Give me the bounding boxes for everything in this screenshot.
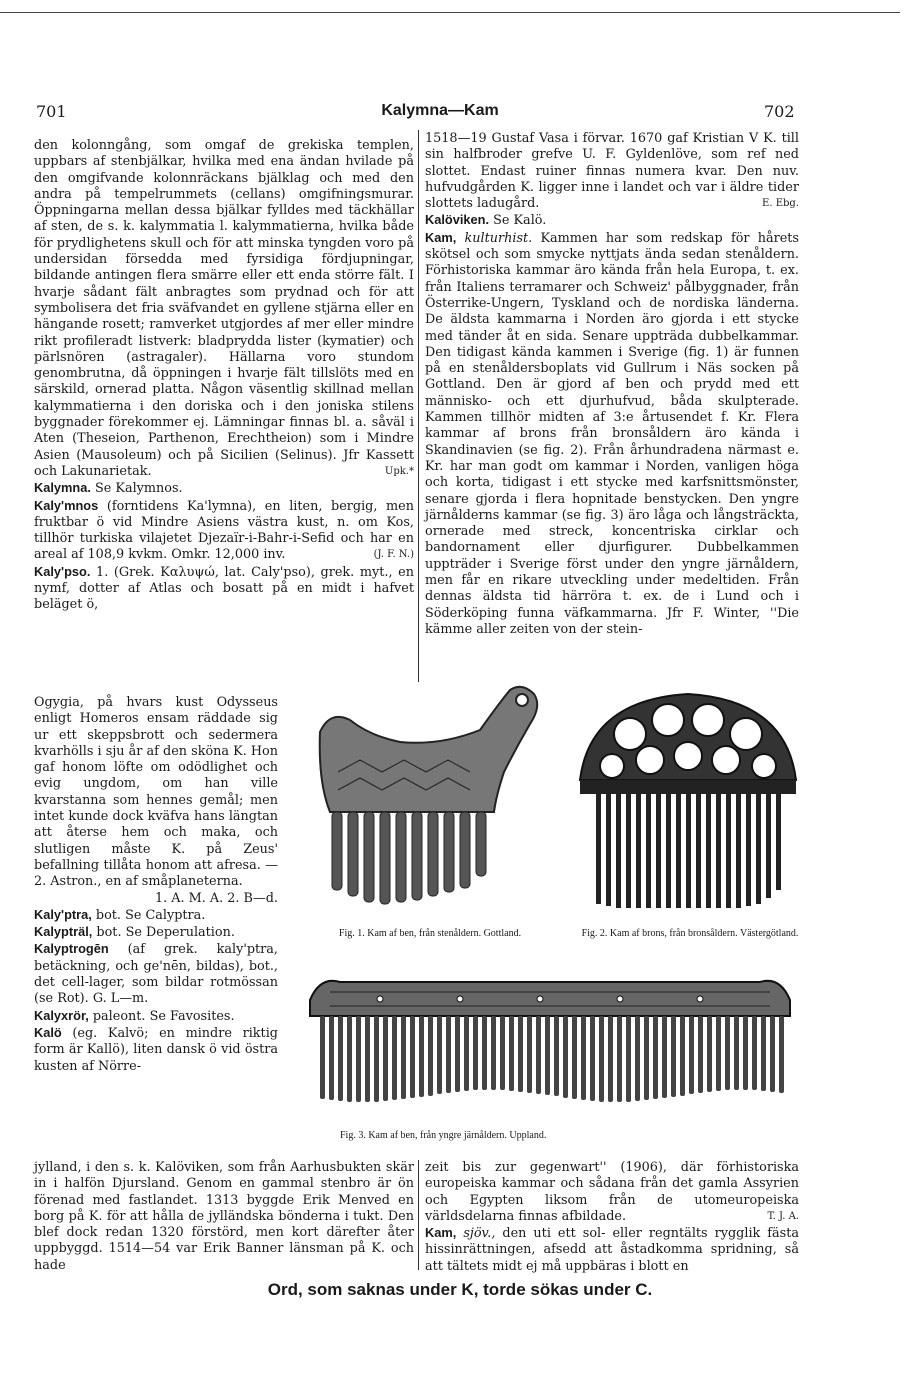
comb-tooth	[734, 1016, 739, 1090]
comb-tooth	[383, 1016, 388, 1101]
right-column	[425, 131, 799, 638]
comb-tooth	[689, 1016, 694, 1094]
comb-tooth	[365, 1016, 370, 1102]
comb-tooth	[374, 1016, 379, 1102]
page-number-left: 701	[36, 102, 67, 121]
comb-tooth	[536, 1016, 541, 1094]
kalo-continued: 1518—19 Gustaf Vasa i förvar. 1670 gaf Kristian V K. till sin halfbroder grefve U. F. Gyldenlöve, som ref ned slottet. Endast ruiner finnas numera kvar. Den nuv. hufvudgården K. ligger inne i landet och var i äldre tider slottets ladugård. E. Ebg.	[425, 131, 799, 212]
column-rule-bottom	[418, 1160, 419, 1270]
comb-tooth	[473, 1016, 478, 1090]
comb-tooth	[761, 1016, 766, 1091]
comb-tooth	[482, 1016, 487, 1090]
comb-tooth	[698, 1016, 703, 1093]
comb-tooth	[356, 1016, 361, 1102]
figure-2-caption: Fig. 2. Kam af brons, från bronsåldern. Västergötland.	[581, 928, 799, 939]
right-bottom-text	[425, 1160, 799, 1275]
left-bottom-text: jylland, i den s. k. Kalöviken, som från Aarhusbukten skär in i halfön Djursland. Genom en gammal stenbro är ön förenad med fastlandet. 1313 byggde Erik Menved en borg på K. för att hålla de jylländska bönderna i tukt. Den blef dock redan 1320 förstörd, men kort därefter åter uppbyggd. 1514—54 var Erik Banner länsman på K. och hade	[34, 1160, 414, 1273]
comb-tooth	[725, 1016, 730, 1090]
comb-tooth	[347, 1016, 352, 1102]
comb-tooth	[428, 1016, 433, 1096]
figure-3-caption: Fig. 3. Kam af ben, från yngre järnåldern. Uppland.	[340, 1130, 547, 1141]
comb-tooth	[455, 1016, 460, 1092]
comb-tooth	[518, 1016, 523, 1092]
entry-kalyptra: Kaly'ptra, bot. Se Calyptra.	[34, 906, 206, 923]
comb-tooth	[707, 1016, 712, 1092]
column-rule	[418, 130, 419, 682]
comb-teeth	[320, 1016, 784, 1102]
comb-tooth	[779, 1016, 784, 1093]
comb-tooth	[392, 1016, 397, 1100]
running-title: Kalymna—Kam	[381, 102, 499, 119]
comb-tooth	[617, 1016, 622, 1102]
comb-tooth	[572, 1016, 577, 1099]
figure-2-bronze-comb	[570, 680, 806, 920]
left-narrow-column	[34, 695, 278, 1075]
comb-tooth	[680, 1016, 685, 1096]
page-number-right: 702	[764, 102, 795, 121]
entry-kalypso: Kaly'pso. 1. (Grek. Καλυψώ, lat. Caly'pso), grek. myt., en nymf, dotter af Atlas och bosatt på en midt i hafvet beläget ö,	[34, 563, 414, 613]
entry-kalymnos: Kaly'mnos (forntidens Ka'lymna), en liten, bergig, men fruktbar ö vid Mindre Asiens västra kust, n. om Kos, tillhör turkiska vilajetet Djezaïr-i-Bahr-i-Sefid och har en areal af 108,9 kvkm. Omkr. 12,000 inv. (J. F. N.)	[34, 497, 415, 563]
page-footer: Ord, som saknas under K, torde sökas under C.	[267, 1280, 653, 1299]
comb-tooth	[770, 1016, 775, 1092]
comb-tooth	[635, 1016, 640, 1101]
kam-continued: zeit bis zur gegenwart'' (1906), där förhistoriska europeiska kammar och sådana från det gamla Assyrien och Egypten liksom från de utomeuropeiska världsdelarna finnas afbildade. T. J. A.	[425, 1160, 799, 1224]
comb-tooth	[626, 1016, 631, 1102]
comb-tooth	[320, 1016, 325, 1099]
figure-1-caption: Fig. 1. Kam af ben, från stenåldern. Gottland.	[338, 928, 522, 939]
comb-teeth	[332, 812, 486, 904]
comb-tooth	[644, 1016, 649, 1100]
comb-teeth	[596, 794, 781, 908]
figure-3-iron-age-comb	[300, 960, 800, 1120]
left-column	[34, 138, 414, 614]
kalypso-signature: 1. A. M. A. 2. B—d.	[154, 890, 278, 906]
comb-tooth	[464, 1016, 469, 1091]
comb-tooth	[662, 1016, 667, 1098]
entry-kam-sjov: Kam, sjöv., den uti ett sol- eller regntälts rygglik fästa hissinrättningen, afsedd att åstadkomma spridning, så att tältets midt ej må uppbäras i blott en	[425, 1225, 799, 1274]
comb-tooth	[509, 1016, 514, 1091]
comb-tooth	[527, 1016, 532, 1093]
comb-tooth	[446, 1016, 451, 1093]
entry-kalyptrogen: Kalyptrogēn (af grek. kaly'ptra, betäckning, och ge'nēn, bildas), bot., det cell-lager, som bildar rotmössan (se Rot). G. L—m.	[34, 941, 278, 1007]
entry-kaloviken: Kalöviken. Se Kalö.	[425, 212, 547, 229]
comb-tooth	[581, 1016, 586, 1100]
entry-kalymna: Kalymna. Se Kalymnos.	[34, 480, 183, 497]
comb-tooth	[563, 1016, 568, 1098]
comb-tooth	[653, 1016, 658, 1099]
comb-spine	[580, 780, 796, 794]
comb-tooth	[608, 1016, 613, 1102]
comb-tooth	[401, 1016, 406, 1099]
kalymmatia-article: den kolonngång, som omgaf de grekiska templen, uppbars af stenbjälkar, hvilka med ena ändan hvilade på den omgifvande kolonnräckans bjälklag och med den andra på tempelrummets (cellans) omgifningsmurar. Öppningarna mellan dessa bjälkar fylldes med täckhällar af sten, de s. k. kalymmatia l. kalymmatierna, hvilka både för prydlighetens skull och för att minska tyngden voro på undersidan försedda med fyrsidiga fördjupningar, bildande antingen flera smärre eller ett enda större fält. I hvarje sådant fält anbragtes som prydnad och för att symbolisera det fria sväfvandet en gyllene stjärna eller en hängande rosett; ramverket utgjordes af mer eller mindre rikt profileradt listverk: bladprydda lister (kymatier) och pärlsnören (astragaler). Hällarna voro stundom genombrutna, då öppningen i hvarje fält tillslöts med en särskild, ornerad platta. Någon väsentlig skillnad mellan kalymmatierna i den doriska och i den joniska stilens byggnader förekommer ej. Lämningar finnas bl. a. såväl i Aten (Theseion, Parthenon, Erechtheion) som i Mindre Asien (Mausoleum) och på Sicilien (Selinus). Jfr Kassett och Lakunarietak. Upk.*	[34, 138, 414, 479]
comb-tooth	[743, 1016, 748, 1090]
comb-tooth	[554, 1016, 559, 1096]
comb-tooth	[437, 1016, 442, 1094]
comb-tooth	[671, 1016, 676, 1097]
comb-tooth	[329, 1016, 334, 1100]
entry-kalo: Kalö (eg. Kalvö; en mindre riktig form är Kallö), liten dansk ö vid östra kusten af Nörre-	[34, 1024, 278, 1074]
entry-kalyptral: Kalypträl, bot. Se Deperulation.	[34, 924, 235, 941]
comb-tooth	[716, 1016, 721, 1091]
top-rule	[0, 12, 900, 13]
entry-kalyxror: Kalyxrör, paleont. Se Favosites.	[34, 1007, 235, 1024]
animal-eye	[516, 694, 528, 706]
figure-1-bone-comb	[290, 672, 570, 922]
comb-tooth	[590, 1016, 595, 1101]
comb-tooth	[599, 1016, 604, 1102]
comb-tooth	[500, 1016, 505, 1090]
comb-body	[320, 687, 537, 812]
comb-tooth	[752, 1016, 757, 1090]
comb-tooth	[410, 1016, 415, 1098]
comb-tooth	[338, 1016, 343, 1101]
comb-tooth	[491, 1016, 496, 1090]
comb-tooth	[545, 1016, 550, 1095]
comb-tooth	[419, 1016, 424, 1097]
entry-kalypso-cont: Ogygia, på hvars kust Odysseus enligt Homeros ensam räddade sig ur ett skeppsbrott och sedermera kvarhölls i sju år af den sköna K. Hon gaf honom löfte om odödlighet och evig ungdom, om han ville kvarstanna som hennes gemål; men intet kunde dock kväfva hans längtan att återse hem och maka, och slutligen måste K. på Zeus' befallning tillåta honom att afresa. — 2. Astron., en af småplaneterna.	[34, 695, 278, 890]
entry-kam: Kam, kulturhist. Kammen har som redskap för hårets skötsel och som smycke nyttjats ända sedan stenåldern. Förhistoriska kammar äro kända från hela Europa, t. ex. från Italiens terramarer och Schweiz' pålbyggnader, från Österrike-Ungern, Tyskland och de nordiska länderna. De äldsta kammarna i Norden äro gjorda i ett stycke med tänder åt en sida. Senare uppträda dubbelkammar. Den tidigast kända kammen i Sverige (fig. 1) är funnen på en stenåldersboplats vid Gullrum i Näs socken på Gottland. Den är gjord af ben och prydd med ett människo- och ett djurhufvud, båda skulpterade. Kammen tillhör midten af 3:e årtusendet f. Kr. Flera kammar af brons från bronsåldern äro kända i Skandinavien (se fig. 2). Från århundradena närmast e. Kr. har man godt om kammar i Norden, vanligen höga och korta, tidigast i ett stycke med karfsnittsmönster, senare gjorda i flera hopnitade benstycken. Den yngre järnålderns kammar (se fig. 3) äro låga och långsträckta, ornerade med streck, koncentriska cirklar och bandornament eller djurfigurer. Dubbelkammen uppträder i Sverige först under den yngre järnåldern, men får en rikare utveckling under medeltiden. Från dennas äldsta tid härröra t. ex. de i Lund och i Söderköping funna väfkammarna. Jfr F. Winter, ''Die kämme aller zeiten von der stein-	[425, 229, 799, 637]
